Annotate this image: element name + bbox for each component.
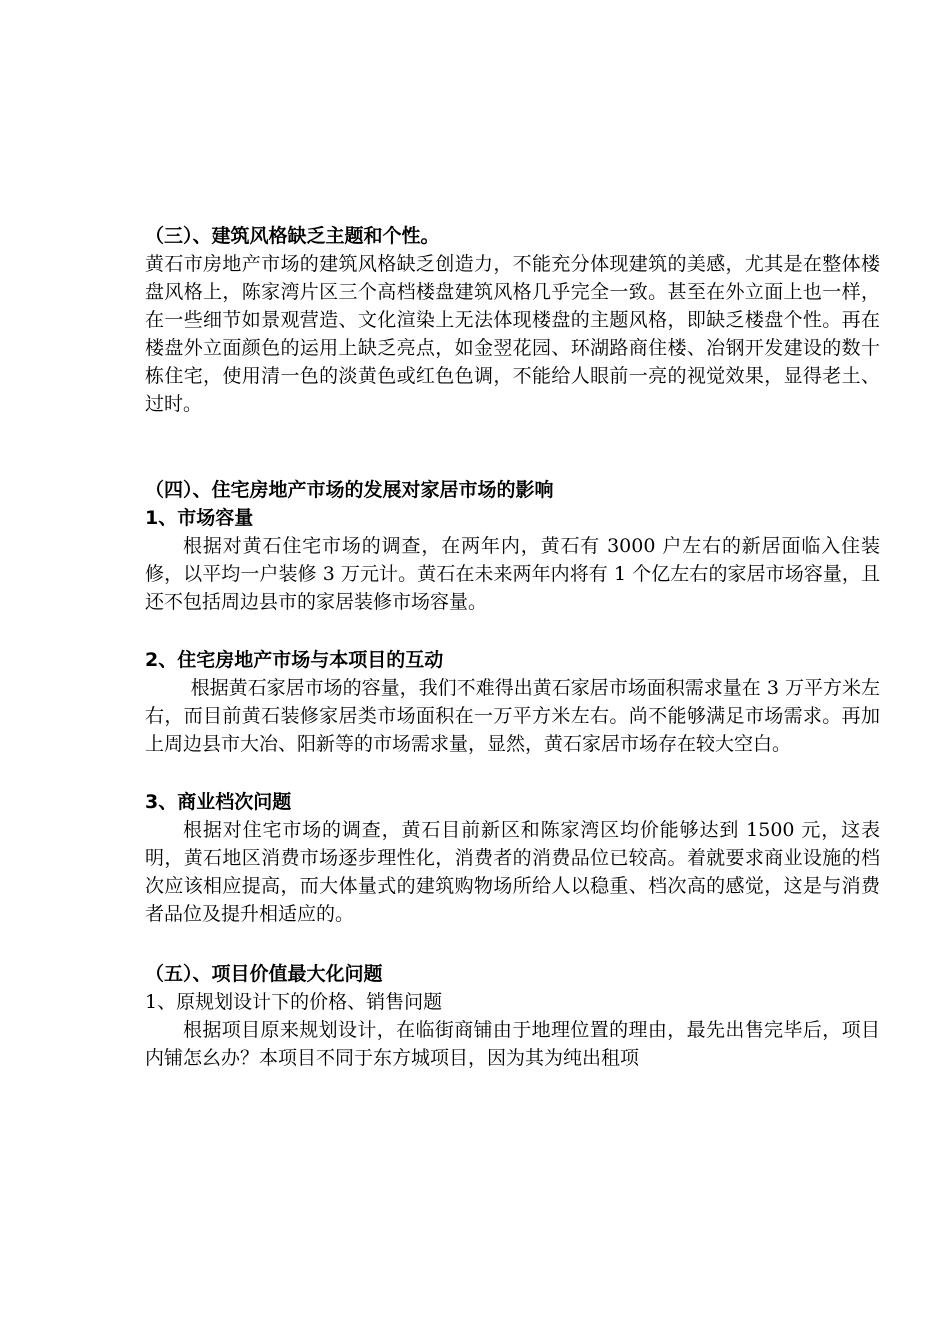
spacer [145,928,880,960]
spacer [145,758,880,788]
item-3-title: 3、商业档次问题 [145,791,292,813]
section-5-body: 根据项目原来规划设计，在临街商铺由于地理位置的理由，最先出售完毕后，项目内铺怎幺办？本项目不同于东方城项目，因为其为纯出租项 [145,1019,880,1069]
spacer [145,616,880,646]
item-2-body: 根据黄石家居市场的容量，我们不难得出黄石家居市场面积需求量在 3 万平方米左右，而目前黄石装修家居类市场面积在一万平方米左右。尚不能够满足市场需求。再加上周边县市大冶、阳新等的市场需求量，显然，黄石家居市场存在较大空白。 [145,677,880,755]
section-4-heading: （四）、住宅房地产市场的发展对家居市场的影响 [145,479,554,501]
section-5-heading: （五）、项目价值最大化问题 [145,963,383,985]
item-1-title: 1、市场容量 [145,507,254,529]
section-5-subtitle: 1、原规划设计下的价格、销售问题 [145,991,443,1013]
spacer [145,418,880,476]
section-3-heading: （三）、建筑风格缺乏主题和个性。 [145,225,440,247]
item-3-body: 根据对住宅市场的调查，黄石目前新区和陈家湾区均价能够达到 1500 元，这表明，黄石地区消费市场逐步理性化，消费者的消费品位已较高。着就要求商业设施的档次应该相应提高，而大体量式的建筑购物场所给人以稳重、档次高的感觉，这是与消费者品位及提升相适应的。 [145,819,880,925]
section-3-body: 黄石市房地产市场的建筑风格缺乏创造力，不能充分体现建筑的美感，尤其是在整体楼盘风格上，陈家湾片区三个高档楼盘建筑风格几乎完全一致。甚至在外立面上也一样，在一些细节如景观营造、文化渲染上无法体现楼盘的主题风格，即缺乏楼盘个性。再在楼盘外立面颜色的运用上缺乏亮点，如金翌花园、环湖路商住楼、冶钢开发建设的数十栋住宅，使用清一色的淡黄色或红色色调，不能给人眼前一亮的视觉效果，显得老土、过时。 [145,253,880,415]
item-2-title: 2、住宅房地产市场与本项目的互动 [145,649,444,671]
item-1-body: 根据对黄石住宅市场的调查，在两年内，黄石有 3000 户左右的新居面临入住装修，以平均一户装修 3 万元计。黄石在未来两年内将有 1 个亿左右的家居市场容量，且还不包括周边县市的家居装修市场容量。 [145,535,880,613]
document-content [145,222,880,1072]
